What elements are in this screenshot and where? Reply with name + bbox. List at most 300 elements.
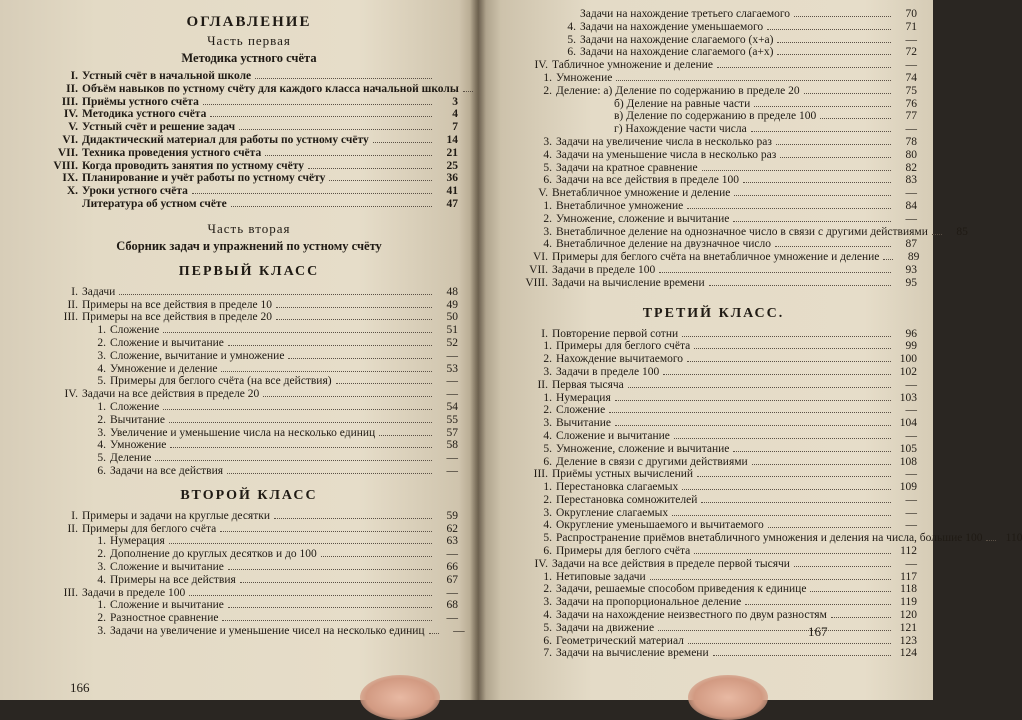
toc-entry — [40, 439, 458, 452]
thumb-left — [360, 675, 440, 720]
toc-entry-page: 77 — [905, 110, 917, 123]
dot-leader — [682, 489, 891, 490]
toc-entry-number: VIII. — [525, 276, 548, 289]
toc-entry-number: 6. — [97, 464, 106, 477]
dot-leader — [751, 131, 891, 132]
toc-entry-title: Литература об устном счёте — [82, 197, 227, 210]
toc-entry-number: 2. — [543, 404, 552, 417]
dot-leader — [663, 374, 891, 375]
part-one-title: Часть первая — [207, 33, 291, 48]
toc-entry-page: — — [446, 452, 458, 465]
toc-entry-title: Задачи на увеличение и уменьшение чисел на несколько единиц — [110, 624, 425, 637]
toc-entry — [510, 519, 917, 532]
toc-entry — [510, 251, 920, 264]
toc-entry — [40, 427, 458, 440]
toc-entry — [510, 494, 917, 507]
toc-entry-page: 109 — [899, 481, 917, 494]
toc-entry — [510, 8, 917, 21]
toc-entry-page: — — [905, 378, 917, 391]
dot-leader — [733, 451, 891, 452]
toc-entry — [40, 414, 458, 427]
toc-entry-number: 5. — [97, 452, 106, 465]
dot-leader — [429, 633, 439, 634]
toc-entry-title: Внетабличное деление на двузначное число — [556, 238, 772, 251]
dot-leader — [780, 157, 891, 158]
dot-leader — [674, 438, 891, 439]
dot-leader — [687, 361, 891, 362]
toc-entry-title: б) Деление на равные части — [614, 97, 751, 110]
toc-entry — [40, 510, 458, 523]
toc-entry-title: Повторение первой сотни — [552, 327, 679, 340]
toc-entry-page: — — [453, 624, 465, 637]
toc-entry-number: 4. — [567, 20, 576, 33]
toc-entry-page: 4 — [452, 108, 458, 121]
left-page — [0, 0, 478, 700]
toc-entry-number: 5. — [567, 33, 576, 46]
toc-entry — [510, 123, 917, 136]
dot-leader — [274, 518, 432, 519]
toc-entry — [510, 187, 917, 200]
toc-entry-title: Задачи на все действия в пределе первой тысячи — [552, 557, 790, 570]
toc-entry — [40, 172, 458, 185]
toc-entry — [510, 392, 917, 405]
toc-entry — [510, 174, 917, 187]
dot-leader — [733, 221, 891, 222]
toc-entry-number: IV. — [63, 108, 78, 121]
toc-entry-title: Перестановка слагаемых — [556, 481, 679, 494]
toc-entry-title: Задачи на нахождение уменьшаемого — [580, 20, 764, 33]
toc-entry — [40, 121, 458, 134]
thumb-right — [688, 675, 768, 720]
toc-entry — [510, 558, 917, 571]
toc-entry-number: 2. — [543, 84, 552, 97]
toc-entry-page: 121 — [899, 621, 917, 634]
toc-entry-number: 6. — [543, 634, 552, 647]
toc-entry-number: 3. — [97, 426, 106, 439]
dot-leader — [615, 425, 891, 426]
toc-entry — [40, 624, 465, 638]
toc-entry-number: I. — [71, 285, 78, 298]
toc-entry-number: 2. — [97, 413, 106, 426]
dot-leader — [804, 93, 891, 94]
dot-leader — [734, 195, 891, 196]
toc-entry-page: 62 — [446, 522, 458, 535]
toc-entry-title: г) Нахождение части числа — [614, 123, 747, 136]
toc-entry — [40, 548, 458, 561]
dot-leader — [658, 630, 891, 631]
toc-entry — [40, 561, 458, 574]
dot-leader — [336, 383, 432, 384]
toc-entry-page: 80 — [905, 148, 917, 161]
dot-leader — [308, 168, 432, 169]
toc-entry-title: Примеры для беглого счёта — [82, 522, 217, 535]
toc-entry-number: 3. — [543, 596, 552, 609]
toc-entry-number: IV. — [534, 59, 548, 72]
dot-leader — [820, 118, 891, 119]
toc-entry-page: 59 — [446, 509, 458, 522]
toc-entry — [40, 311, 458, 324]
toc-entry — [40, 388, 458, 401]
dot-leader — [222, 620, 432, 621]
dot-leader — [694, 553, 891, 554]
toc-entry-title: Устный счёт и решение задач — [82, 121, 236, 134]
toc-entry-title: Перестановка сомножителей — [556, 493, 698, 506]
dot-leader — [203, 104, 432, 105]
toc-entry — [510, 417, 917, 430]
dot-leader — [810, 591, 891, 592]
toc-entry-page: 102 — [899, 365, 917, 378]
toc-entry — [40, 612, 458, 625]
toc-entry-page: 78 — [905, 135, 917, 148]
toc-entry — [510, 353, 917, 366]
toc-entry-page: 70 — [905, 8, 917, 20]
toc-entry — [510, 366, 917, 379]
toc-entry-page: 104 — [899, 417, 917, 430]
toc-entry-number: 1. — [97, 535, 106, 548]
toc-entry-page: 57 — [446, 426, 458, 439]
toc-entry-number: VI. — [532, 251, 548, 264]
toc-entry-number: VII. — [529, 263, 548, 276]
toc-entry-page: 83 — [905, 174, 917, 187]
toc-entry-number: 3. — [543, 135, 552, 148]
toc-entry-title: Дополнение до круглых десятков и до 100 — [110, 548, 317, 561]
toc-entry-title: Примеры для беглого счёта (на все действия) — [110, 375, 332, 388]
toc-entry — [40, 160, 458, 173]
toc-entry-title: Приёмы устного счёта — [82, 95, 199, 108]
dot-leader — [697, 476, 891, 477]
toc-entry-number: 2. — [543, 212, 552, 225]
toc-entry — [510, 46, 917, 59]
toc-entry-title: Задачи на нахождение неизвестного по двум разностям — [556, 609, 827, 622]
toc-entry — [40, 299, 458, 312]
toc-entry-number: III. — [61, 95, 78, 108]
dot-leader — [883, 259, 893, 260]
toc-entry-number: VIII. — [53, 159, 78, 172]
toc-entry-page: — — [905, 468, 917, 481]
toc-entry-title: Округление слагаемых — [556, 506, 669, 519]
toc-entry-title: Сложение и вычитание — [556, 429, 670, 442]
dot-leader — [768, 527, 891, 528]
dot-leader — [659, 272, 891, 273]
toc-entry-page: 123 — [899, 634, 917, 647]
toc-entry-number: II. — [67, 522, 78, 535]
toc-entry-title: Сложение и вычитание — [110, 599, 224, 612]
toc-entry-page: 99 — [905, 340, 917, 353]
left-page-number: 166 — [70, 680, 90, 695]
toc-entry-number: 3. — [97, 349, 106, 362]
toc-entry — [40, 83, 458, 96]
toc-entry-title: Задачи на движение — [556, 621, 655, 634]
toc-entry-number: 3. — [543, 506, 552, 519]
toc-entry — [510, 85, 917, 98]
toc-entry-number: 5. — [543, 161, 552, 174]
dot-leader — [701, 502, 891, 503]
toc-entry-title: Нумерация — [110, 535, 165, 548]
dot-leader — [688, 643, 891, 644]
toc-entry-number: 3. — [97, 624, 106, 637]
toc-entry-title: Округление уменьшаемого и вычитаемого — [556, 519, 764, 532]
dot-leader — [754, 106, 891, 107]
toc-entry-title: Задачи на нахождение третьего слагаемого — [580, 8, 791, 20]
dot-leader — [321, 556, 432, 557]
toc-entry — [510, 213, 917, 226]
toc-entry — [510, 545, 917, 558]
toc-entry-title: Деление — [110, 452, 152, 465]
toc-entry-number: 2. — [97, 336, 106, 349]
toc-entry — [40, 401, 458, 414]
toc-entry-title: Задачи на все действия в пределе 20 — [82, 388, 260, 401]
toc-entry-title: Распространение приёмов внетабличного умножения и деления на числа, большие 100 — [556, 532, 983, 545]
first-class-entries — [40, 286, 458, 478]
toc-entry-number: 1. — [543, 391, 552, 404]
toc-entry-number: X. — [66, 185, 78, 198]
dot-leader — [288, 358, 432, 359]
toc-entry-page: 110 — [1005, 532, 1022, 545]
toc-entry-number: 2. — [97, 612, 106, 625]
toc-entry-title: Примеры для беглого счёта — [556, 340, 691, 353]
toc-entry-title: Задачи в пределе 100 — [552, 263, 656, 276]
toc-entry-title: Сложение — [556, 404, 606, 417]
toc-entry-number: 1. — [543, 340, 552, 353]
dot-leader — [255, 78, 432, 79]
dot-leader — [263, 396, 432, 397]
toc-entry-number: V. — [68, 121, 78, 134]
toc-entry-page: 52 — [446, 336, 458, 349]
toc-entry-page: — — [905, 506, 917, 519]
dot-leader — [986, 540, 996, 541]
toc-entry — [510, 264, 917, 277]
toc-entry-number: 5. — [97, 375, 106, 388]
toc-entry-page: 58 — [446, 439, 458, 452]
toc-entry-number: 6. — [543, 455, 552, 468]
toc-entry-title: Задачи на все действия в пределе 100 — [556, 174, 739, 187]
toc-entry-page: 49 — [446, 298, 458, 311]
toc-entry-page: 7 — [452, 121, 458, 134]
toc-entry — [40, 535, 458, 548]
toc-entry-page: — — [905, 187, 917, 200]
toc-entry-page: 100 — [899, 353, 917, 366]
toc-entry-title: Нетиповые задачи — [556, 570, 646, 583]
toc-entry-title: Задачи на нахождение слагаемого (a+x) — [580, 46, 774, 59]
dot-leader — [119, 294, 432, 295]
toc-entry-title: Умножение и деление — [110, 362, 218, 375]
dot-leader — [717, 67, 891, 68]
toc-entry — [40, 523, 458, 536]
toc-entry-page: 50 — [446, 311, 458, 324]
toc-entry-number: 5. — [543, 532, 552, 545]
toc-entry-number: IV. — [534, 557, 548, 570]
toc-entry — [40, 70, 458, 83]
toc-entry-number: 5. — [543, 442, 552, 455]
toc-entry-title: Примеры и задачи на круглые десятки — [82, 509, 270, 522]
toc-entry-number: I. — [70, 70, 78, 82]
toc-entry-number: II. — [67, 298, 78, 311]
dot-leader — [752, 464, 891, 465]
toc-entry-page: — — [905, 557, 917, 570]
toc-entry-number: 4. — [543, 148, 552, 161]
toc-entry — [40, 350, 458, 363]
toc-entry — [510, 583, 917, 596]
toc-entry-page: 63 — [446, 535, 458, 548]
toc-entry-title: Приёмы устных вычислений — [552, 468, 694, 481]
dot-leader — [240, 582, 432, 583]
dot-leader — [616, 80, 891, 81]
dot-leader — [329, 180, 432, 181]
toc-entry-title: Задачи на кратное сравнение — [556, 161, 698, 174]
toc-entry-number: 4. — [97, 439, 106, 452]
toc-entry — [510, 34, 917, 47]
dot-leader — [227, 473, 432, 474]
toc-entry-page: 82 — [905, 161, 917, 174]
part-one-section-title: Методика устного счёта — [181, 51, 317, 65]
toc-entry-title: Сложение — [110, 400, 160, 413]
toc-entry-title: Планирование и учёт работы по устному счёту — [82, 172, 326, 185]
toc-entry — [40, 198, 458, 211]
toc-entry — [510, 277, 917, 290]
toc-entry-page: — — [905, 212, 917, 225]
toc-entry-title: Сложение и вычитание — [110, 560, 224, 573]
dot-leader — [745, 604, 891, 605]
toc-entry-page: 67 — [446, 573, 458, 586]
dot-leader — [682, 336, 891, 337]
toc-entry-number: III. — [533, 468, 548, 481]
toc-entry-title: Примеры на все действия — [110, 573, 236, 586]
toc-entry-title: Задачи на вычисление времени — [552, 276, 705, 289]
toc-entry-title: Вычитание — [556, 417, 612, 430]
toc-entry-page: — — [446, 548, 458, 561]
toc-entry — [510, 507, 917, 520]
dot-leader — [672, 515, 891, 516]
toc-entry-title: Задачи на вычисление времени — [556, 647, 709, 660]
toc-entry — [510, 225, 968, 239]
toc-entry — [510, 110, 917, 123]
dot-leader — [932, 234, 942, 235]
toc-entry — [510, 72, 917, 85]
toc-entry-title: Методика устного счёта — [82, 108, 207, 121]
toc-entry-title: Табличное умножение и деление — [552, 59, 714, 72]
toc-entry-title: Задачи — [82, 285, 116, 298]
toc-entry-number: VI. — [62, 133, 78, 146]
dot-leader — [170, 447, 432, 448]
toc-entry-number: 5. — [543, 621, 552, 634]
dot-leader — [192, 193, 432, 194]
dot-leader — [221, 371, 432, 372]
toc-entry-page: 51 — [446, 324, 458, 337]
toc-entry — [40, 337, 458, 350]
dot-leader — [650, 579, 891, 580]
toc-entry-title: Задачи на увеличение числа в несколько раз — [556, 135, 772, 148]
toc-entry-page: — — [905, 429, 917, 442]
toc-entry-title: Умножение — [556, 71, 613, 84]
dot-leader — [276, 319, 432, 320]
toc-entry-number: 1. — [543, 481, 552, 494]
toc-entry-title: Примеры для беглого счёта на внетабличное умножение и деление — [552, 251, 880, 264]
toc-entry-number: 1. — [543, 71, 552, 84]
toc-entry-number: IV. — [64, 388, 78, 401]
dot-leader — [169, 543, 432, 544]
dot-leader — [777, 42, 891, 43]
toc-entry-page: 74 — [905, 71, 917, 84]
dot-leader — [379, 435, 432, 436]
toc-entry-page: 95 — [905, 276, 917, 289]
toc-entry-page: 108 — [899, 455, 917, 468]
toc-entry-page: 93 — [905, 263, 917, 276]
toc-entry-number: 2. — [97, 548, 106, 561]
toc-entry-page: — — [446, 586, 458, 599]
part-two-section-title: Сборник задач и упражнений по устному счёту — [116, 238, 382, 253]
second-class-entries — [40, 509, 465, 638]
toc-entry-title: Вычитание — [110, 413, 166, 426]
dot-leader — [615, 400, 891, 401]
part-one-entries — [40, 70, 458, 211]
toc-entry-title: Задачи, решаемые способом приведения к единице — [556, 583, 807, 596]
dot-leader — [231, 206, 432, 207]
toc-entry — [510, 59, 917, 72]
toc-entry-page: — — [446, 349, 458, 362]
toc-entry-page: — — [446, 388, 458, 401]
toc-entry-number: 4. — [543, 519, 552, 532]
toc-entry — [510, 162, 917, 175]
toc-entry-number: 3. — [97, 560, 106, 573]
toc-entry-page: 47 — [446, 197, 458, 210]
toc-entry-page: — — [905, 59, 917, 72]
toc-entry — [40, 185, 458, 198]
toc-entry-page: 54 — [446, 400, 458, 413]
toc-entry-number: II. — [66, 82, 78, 95]
third-class-title: ТРЕТИЙ КЛАСС. — [642, 305, 785, 321]
toc-entry — [40, 286, 458, 299]
toc-entry-page: 75 — [905, 84, 917, 97]
toc-entry-page: 3 — [452, 95, 458, 108]
toc-entry-title: в) Деление по содержанию в пределе 100 — [614, 110, 817, 123]
dot-leader — [777, 54, 891, 55]
toc-entry-number: I. — [71, 509, 78, 522]
toc-entry — [510, 468, 917, 481]
toc-entry — [510, 404, 917, 417]
toc-entry-number: 4. — [543, 238, 552, 251]
toc-entry-page: — — [905, 493, 917, 506]
toc-entry — [510, 340, 917, 353]
toc-entry — [40, 587, 458, 600]
toc-entry-page: — — [905, 123, 917, 136]
dot-leader — [794, 566, 891, 567]
toc-entry-page: 68 — [446, 599, 458, 612]
toc-entry — [510, 98, 917, 111]
dot-leader — [687, 208, 891, 209]
toc-entry-title: Геометрический материал — [556, 634, 684, 647]
dot-leader — [169, 422, 432, 423]
first-class-title: ПЕРВЫЙ КЛАСС — [178, 263, 320, 279]
dot-leader — [228, 345, 432, 346]
toc-entry-number: II. — [537, 378, 548, 391]
second-class-title: ВТОРОЙ КЛАСС — [180, 487, 318, 503]
dot-leader — [709, 285, 891, 286]
part-two-title: Часть вторая — [207, 220, 291, 236]
dot-leader — [239, 129, 432, 130]
toc-entry-number: III. — [63, 311, 78, 324]
toc-entry-title: Задачи на уменьшение числа в несколько раз — [556, 148, 777, 161]
toc-entry-title: Дидактический материал для работы по устному счёту — [82, 133, 369, 146]
toc-entry-page: 36 — [446, 172, 458, 185]
dot-leader — [189, 595, 432, 596]
dot-leader — [767, 29, 891, 30]
toc-entry — [510, 609, 917, 622]
dot-leader — [220, 531, 432, 532]
toc-entry-page: 55 — [446, 413, 458, 426]
toc-entry-page: 84 — [905, 199, 917, 212]
toc-entry-title: Устный счёт в начальной школе — [82, 70, 252, 82]
toc-entry — [40, 134, 458, 147]
